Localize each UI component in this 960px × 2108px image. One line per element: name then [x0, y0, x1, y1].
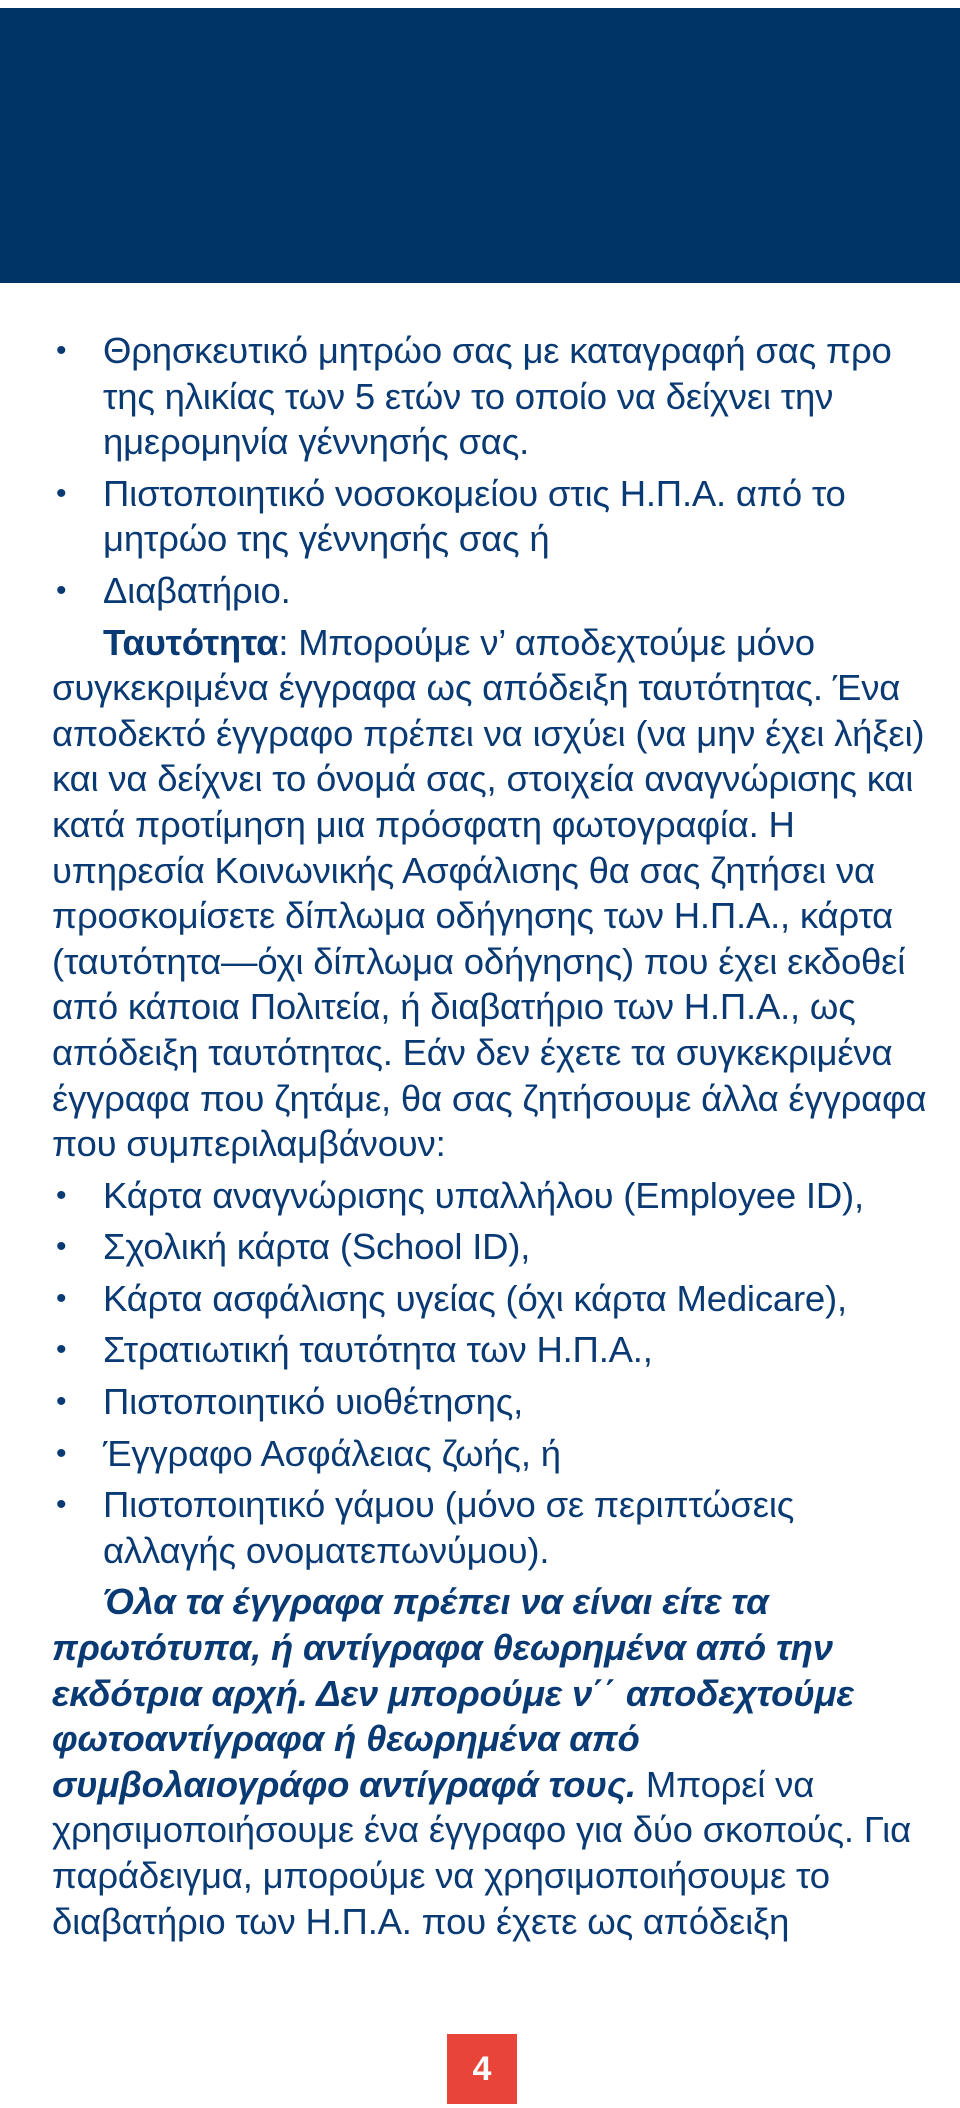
list-item: [52, 1173, 932, 1219]
list-item: [52, 328, 932, 465]
originals-paragraph: [52, 1579, 932, 1944]
list-item-text: Διαβατήριο.: [103, 569, 291, 611]
list-item: [52, 1379, 932, 1425]
list-item-text: Πιστοποιητικό γάμου (μόνο σε περιπτώσεις αλλαγής ονοματεπωνύμου).: [103, 1484, 795, 1571]
bullet-icon: •: [56, 573, 67, 607]
list-item: [52, 1224, 932, 1270]
bullet-list-documents: [52, 1173, 932, 1574]
list-item-text: Σχολική κάρτα (School ID),: [103, 1226, 531, 1268]
list-item: [52, 1482, 932, 1573]
list-item: [52, 1276, 932, 1322]
list-item: [52, 568, 932, 614]
page-content: [52, 328, 932, 1950]
list-item-text: Πιστοποιητικό νοσοκομείου στις Η.Π.Α. από το μητρώο της γέννησής σας ή: [103, 472, 846, 560]
identity-paragraph: [52, 620, 932, 1167]
bullet-icon: •: [56, 1333, 67, 1367]
bullet-icon: •: [56, 1178, 67, 1212]
list-item-text: Έγγραφο Ασφάλειας ζωής, ή: [103, 1432, 561, 1474]
identity-heading: Ταυτότητα: [103, 621, 279, 663]
identity-body: : Μπορούμε ν’ αποδεχτούμε μόνο συγκεκριμένα έγγραφα ως απόδειξη ταυτότητας. Ένα αποδεκτό έγγραφο πρέπει να ισχύει (να μην έχει λήξει) και να δείχνει το όνομά σας, στοιχεία αναγνώρισης και κατά προτίμηση μια πρόσφατη φωτογραφία. Η υπηρεσία Κοινωνικής Ασφάλισης θα σας ζητήσει να προσκομίσετε δίπλωμα οδήγησης των Η.Π.Α., κάρτα (ταυτότητα—όχι δίπλωμα οδήγησης) που έχει εκδοθεί από κάποια Πολιτεία, ή διαβατήριο των Η.Π.Α., ως απόδειξη ταυτότητας. Εάν δεν έχετε τα συγκεκριμένα έγγραφα που ζητάμε, θα σας ζητήσουμε άλλα έγγραφα που συμπεριλαμβάνουν:: [52, 621, 927, 1165]
list-item-text: Θρησκευτικό μητρώο σας με καταγραφή σας προ της ηλικίας των 5 ετών το οποίο να δείχνει την ημερομηνία γέννησής σας.: [103, 330, 892, 463]
bullet-icon: •: [56, 1488, 67, 1522]
list-item-text: Στρατιωτική ταυτότητα των Η.Π.Α.,: [103, 1329, 653, 1371]
originals-emphasis: Όλα τα έγγραφα πρέπει να είναι είτε τα πρωτότυπα, ή αντίγραφα θεωρημένα από την εκδότρια αρχή. Δεν μπορούμε ν΄΄ αποδεχτούμε φωτοαντίγραφα ή θεωρημένα από συμβολαιογράφο αντίγραφά τους.: [52, 1581, 854, 1805]
list-item-text: Κάρτα ασφάλισης υγείας (όχι κάρτα Medicare),: [103, 1277, 847, 1319]
list-item: [52, 1327, 932, 1373]
originals-body: Μπορεί να χρησιμοποιήσουμε ένα έγγραφο για δύο σκοπούς. Για παράδειγμα, μπορούμε να χρησιμοποιήσουμε το διαβατήριο των Η.Π.Α. που έχετε ως απόδειξη: [52, 1763, 911, 1942]
page-number-badge: 4: [447, 2034, 517, 2104]
bullet-icon: •: [56, 1436, 67, 1470]
header-band: [0, 0, 960, 283]
bullet-list-records: [52, 328, 932, 614]
bullet-icon: •: [56, 476, 67, 510]
bullet-icon: •: [56, 1281, 67, 1315]
list-item: [52, 471, 932, 562]
list-item: [52, 1431, 932, 1477]
bullet-icon: •: [56, 1385, 67, 1419]
list-item-text: Κάρτα αναγνώρισης υπαλλήλου (Employee ID),: [103, 1174, 864, 1216]
bullet-icon: •: [56, 1230, 67, 1264]
list-item-text: Πιστοποιητικό υιοθέτησης,: [103, 1381, 524, 1423]
bullet-icon: •: [56, 334, 67, 367]
